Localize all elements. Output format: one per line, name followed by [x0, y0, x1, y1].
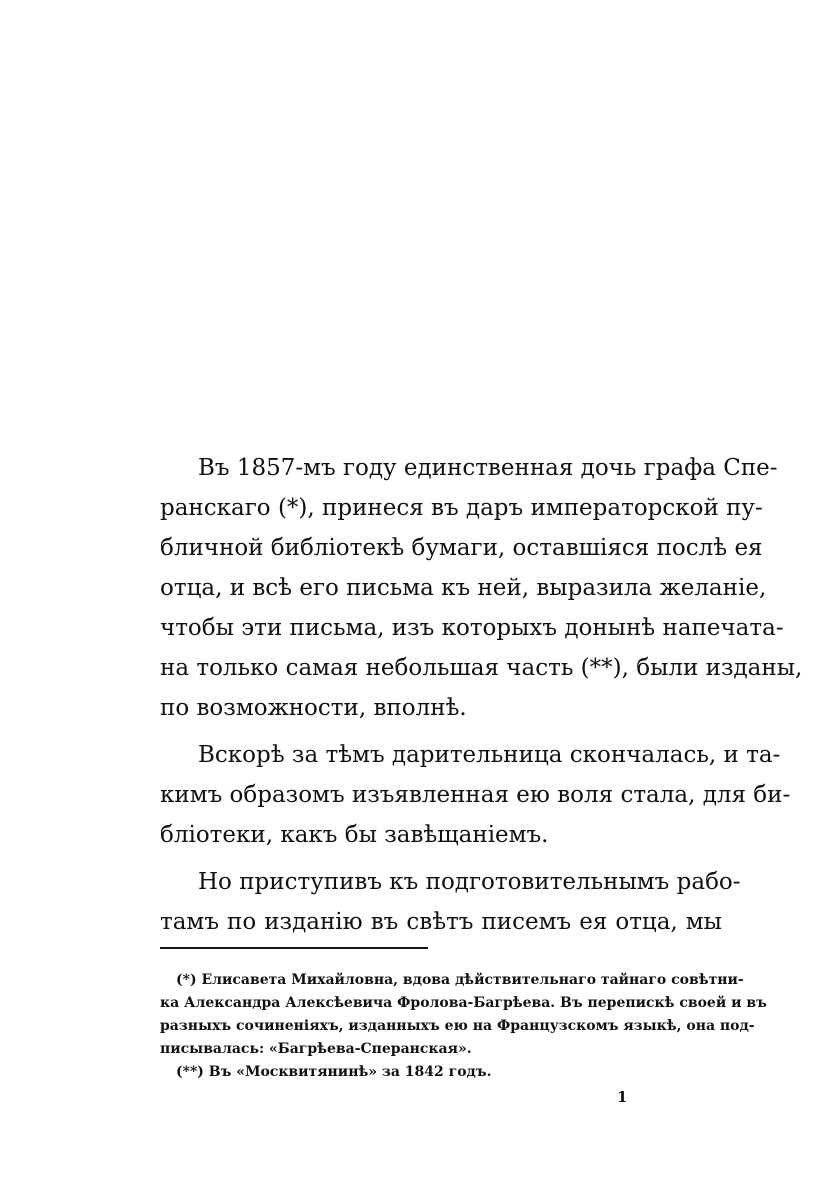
main-text	[160, 448, 803, 942]
text-line: на только самая небольшая часть (**), были изданы,	[160, 655, 803, 681]
text-line: бличной библіотекѣ бумаги, оставшіяся послѣ ея	[160, 535, 763, 561]
footnote-line: писывалась: «Багрѣева-Сперанская».	[160, 1041, 472, 1057]
footnote-line: (*) Елисавета Михайловна, вдова дѣйствительнаго тайнаго совѣтни-	[176, 972, 744, 988]
text-line: кимъ образомъ изъявленная ею воля стала, для би-	[160, 782, 791, 808]
text-line: чтобы эти письма, изъ которыхъ донынѣ напечата-	[160, 615, 784, 641]
footnote-line: ка Александра Алексѣевича Фролова-Багрѣева. Въ перепискѣ своей и въ	[160, 995, 767, 1011]
footnote-divider	[160, 947, 428, 949]
text-line: ранскаго (*), принеся въ даръ императорской пу-	[160, 495, 763, 521]
footnote-line: разныхъ сочиненіяхъ, изданныхъ ею на Французскомъ языкѣ, она под-	[160, 1018, 755, 1034]
text-line: отца, и всѣ его письма къ ней, выразила желаніе,	[160, 575, 767, 601]
footnote-line: (**) Въ «Москвитянинѣ» за 1842 годъ.	[176, 1064, 492, 1080]
page-number: 1	[617, 1088, 628, 1106]
footnotes	[160, 969, 767, 1084]
text-line: Вскорѣ за тѣмъ дарительница скончалась, и та-	[198, 742, 781, 768]
text-line: тамъ по изданію въ свѣтъ писемъ ея отца, мы	[160, 909, 722, 935]
text-line: Въ 1857-мъ году единственная дочь графа Спе-	[198, 455, 778, 481]
text-line: Но приступивъ къ подготовительнымъ рабо-	[198, 869, 741, 895]
text-line: бліотеки, какъ бы завѣщаніемъ.	[160, 822, 549, 848]
text-line: по возможности, вполнѣ.	[160, 695, 467, 721]
